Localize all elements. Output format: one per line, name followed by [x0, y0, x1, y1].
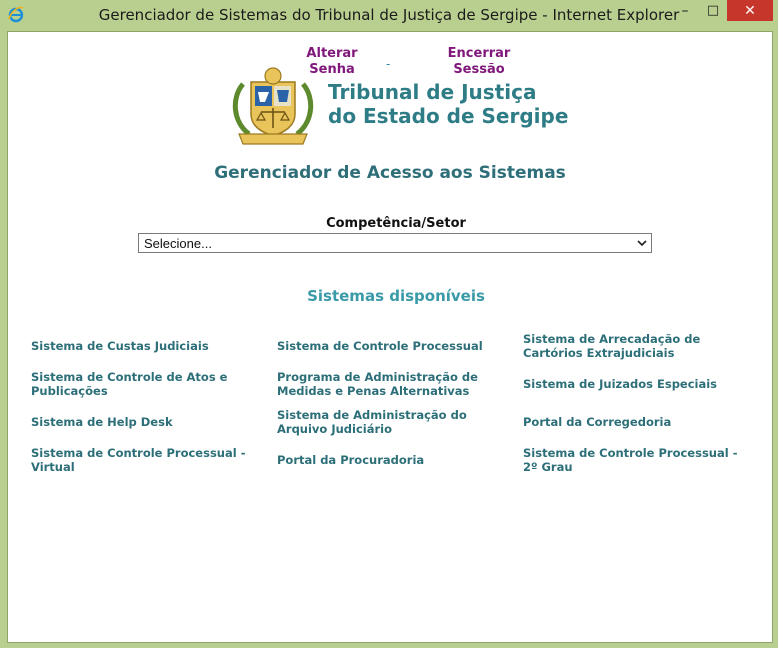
system-link[interactable]: Sistema de Controle Processual [277, 339, 483, 353]
system-link[interactable]: Sistema de Controle Processual - 2º Grau [523, 446, 738, 474]
select-value: Selecione... [144, 236, 212, 251]
system-link[interactable]: Sistema de Custas Judiciais [31, 339, 209, 353]
court-name-line-2: do Estado de Sergipe [328, 104, 569, 128]
system-link[interactable]: Portal da Corregedoria [523, 415, 672, 429]
system-link[interactable]: Sistema de Help Desk [31, 415, 173, 429]
session-links [306, 46, 536, 80]
maximize-button[interactable]: □ [706, 3, 720, 18]
alterar-senha-link[interactable]: Alterar Senha [306, 46, 358, 77]
court-name [328, 80, 588, 128]
system-link[interactable]: Programa de Administração de Medidas e Penas Alternativas [277, 370, 478, 398]
link-separator: - [386, 57, 391, 71]
section-title-sistemas: Sistemas disponíveis [307, 287, 485, 305]
close-button[interactable]: ✕ [727, 0, 773, 21]
court-coat-of-arms-logo [229, 64, 317, 148]
competencia-setor-select[interactable] [138, 233, 652, 253]
system-link[interactable]: Portal da Procuradoria [277, 453, 425, 467]
encerrar-sessao-link[interactable]: Encerrar Sessão [447, 46, 511, 77]
system-link[interactable]: Sistema de Arrecadação de Cartórios Extrajudiciais [523, 332, 701, 360]
page-content [7, 31, 773, 643]
court-name-line-1: Tribunal de Justiça [328, 80, 537, 104]
system-link[interactable]: Sistema de Controle Processual - Virtual [31, 446, 246, 474]
system-link[interactable]: Sistema de Administração do Arquivo Judiciário [277, 408, 467, 436]
chevron-down-icon [636, 237, 648, 249]
title-bar[interactable] [0, 0, 778, 30]
competencia-setor-label: Competência/Setor [326, 216, 466, 231]
system-link[interactable]: Sistema de Juizados Especiais [523, 377, 718, 391]
window-title: Gerenciador de Sistemas do Tribunal de Justiça de Sergipe - Internet Explorer [98, 6, 680, 24]
system-link[interactable]: Sistema de Controle de Atos e Publicações [31, 370, 228, 398]
page-title: Gerenciador de Acesso aos Sistemas [214, 163, 566, 183]
minimize-button[interactable]: – [681, 2, 689, 19]
